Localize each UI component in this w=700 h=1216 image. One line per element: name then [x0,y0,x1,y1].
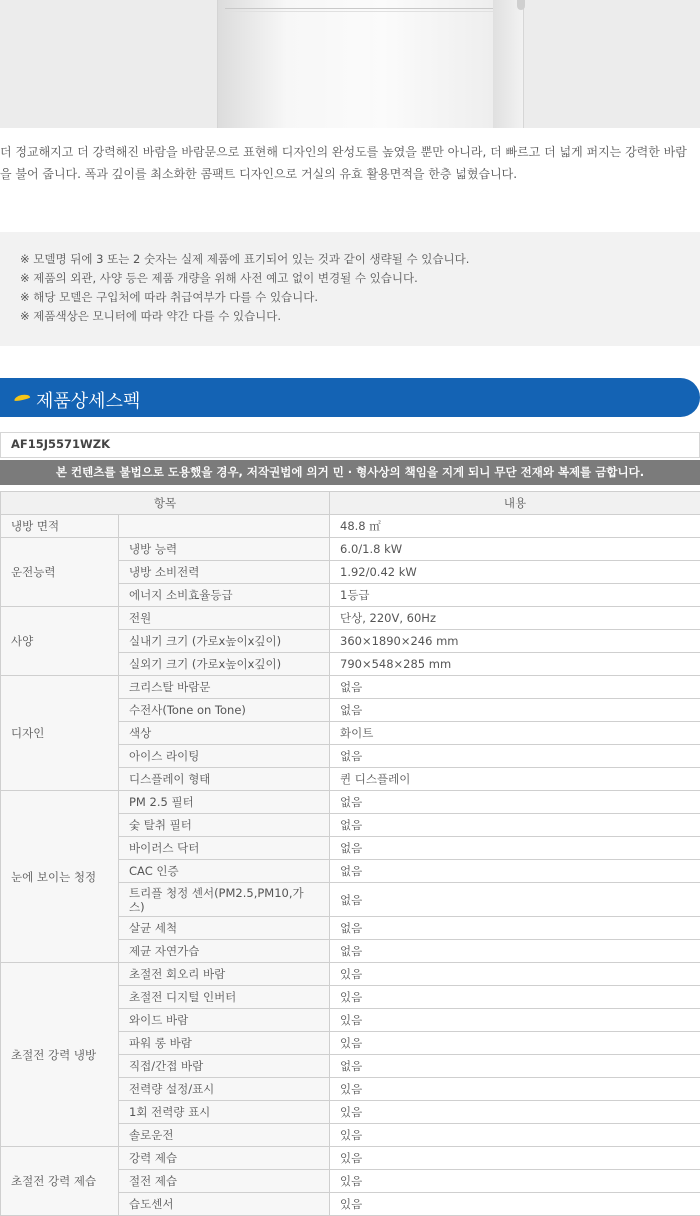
item-cell: 전원 [119,607,330,630]
table-row [1,791,700,814]
value-cell: 있음 [330,963,700,986]
item-cell: 강력 제습 [119,1147,330,1170]
value-cell: 없음 [330,676,700,699]
category-cell: 초절전 강력 냉방 [1,963,119,1147]
table-row [1,538,700,561]
air-conditioner-body [217,0,495,128]
category-cell: 사양 [1,607,119,676]
value-cell: 있음 [330,1032,700,1055]
item-cell: 크리스탈 바람문 [119,676,330,699]
notice-line: ※ 제품의 외관, 사양 등은 제품 개량을 위해 사전 예고 없이 변경될 수 있습니다. [20,270,418,286]
value-cell: 없음 [330,917,700,940]
table-row [1,607,700,630]
product-description [0,141,700,185]
item-cell: 절전 제습 [119,1170,330,1193]
value-cell: 790×548×285 mm [330,653,700,676]
value-cell: 360×1890×246 mm [330,630,700,653]
notice-box [0,232,700,346]
product-image [0,0,700,128]
value-cell: 없음 [330,837,700,860]
value-cell: 없음 [330,699,700,722]
value-cell: 없음 [330,940,700,963]
category-cell: 냉방 면적 [1,515,119,538]
item-cell: 디스플레이 형태 [119,768,330,791]
notice-line: ※ 제품색상은 모니터에 따라 약간 다를 수 있습니다. [20,308,281,324]
section-title: 제품상세스펙 [36,387,140,413]
item-cell: 냉방 소비전력 [119,561,330,584]
header-item: 항목 [1,492,330,515]
description-line-2: 을 불어 줍니다. 폭과 깊이를 최소화한 콤팩트 디자인으로 거실의 유효 활용면적을 한층 넓혔습니다. [0,163,700,185]
item-cell: 전력량 설정/표시 [119,1078,330,1101]
item-cell: 직접/간접 바람 [119,1055,330,1078]
value-cell: 있음 [330,1193,700,1216]
copyright-notice: 본 컨텐츠를 불법으로 도용했을 경우, 저작권법에 의거 민 · 형사상의 책임을 지게 되니 무단 전재와 복제를 금합니다. [0,460,700,485]
side-knob [517,0,525,10]
table-row [1,1147,700,1170]
item-cell: 아이스 라이팅 [119,745,330,768]
category-cell: 운전능력 [1,538,119,607]
item-cell: 1회 전력량 표시 [119,1101,330,1124]
item-cell: 습도센서 [119,1193,330,1216]
item-cell: 초절전 디지털 인버터 [119,986,330,1009]
item-cell: 파워 롱 바람 [119,1032,330,1055]
spec-table [0,491,700,1216]
swoosh-icon [14,393,31,401]
table-row [1,676,700,699]
item-cell: PM 2.5 필터 [119,791,330,814]
panel-seam [225,8,493,9]
category-cell: 눈에 보이는 청정 [1,791,119,963]
model-name-box [0,432,700,458]
table-row [1,515,700,538]
value-cell: 없음 [330,883,700,917]
item-cell: 냉방 능력 [119,538,330,561]
item-cell: 살균 세척 [119,917,330,940]
value-cell: 없음 [330,860,700,883]
value-cell: 퀸 디스플레이 [330,768,700,791]
item-cell: 숯 탈취 필터 [119,814,330,837]
value-cell: 1등급 [330,584,700,607]
item-cell: 와이드 바람 [119,1009,330,1032]
item-cell: 바이러스 닥터 [119,837,330,860]
item-cell: 초절전 회오리 바람 [119,963,330,986]
value-cell: 있음 [330,1124,700,1147]
item-cell: 트리플 청정 센서(PM2.5,PM10,가스) [119,883,330,917]
category-cell: 디자인 [1,676,119,791]
value-cell: 없음 [330,1055,700,1078]
value-cell: 단상, 220V, 60Hz [330,607,700,630]
item-cell: 수전사(Tone on Tone) [119,699,330,722]
panel-seam-shadow [225,11,493,12]
category-cell: 초절전 강력 제습 [1,1147,119,1216]
section-header [0,378,700,417]
model-name: AF15J5571WZK [11,437,110,451]
value-cell: 없음 [330,745,700,768]
description-line-1: 더 정교해지고 더 강력해진 바람을 바람문으로 표현해 디자인의 완성도를 높였을 뿐만 아니라, 더 빠르고 더 넓게 퍼지는 강력한 바람 [0,141,700,163]
item-cell [119,515,330,538]
value-cell: 있음 [330,1101,700,1124]
air-conditioner-side [493,0,524,128]
value-cell: 화이트 [330,722,700,745]
value-cell: 있음 [330,1170,700,1193]
item-cell: 실내기 크기 (가로x높이x깊이) [119,630,330,653]
value-cell: 1.92/0.42 kW [330,561,700,584]
item-cell: 실외기 크기 (가로x높이x깊이) [119,653,330,676]
notice-line: ※ 해당 모델은 구입처에 따라 취급여부가 다를 수 있습니다. [20,289,318,305]
table-row [1,963,700,986]
value-cell: 6.0/1.8 kW [330,538,700,561]
item-cell: 제균 자연가습 [119,940,330,963]
header-content: 내용 [330,492,700,515]
value-cell: 있음 [330,1147,700,1170]
item-cell: CAC 인증 [119,860,330,883]
value-cell: 있음 [330,1078,700,1101]
value-cell: 48.8 ㎡ [330,515,700,538]
value-cell: 없음 [330,814,700,837]
table-header-row [1,492,700,515]
notice-line: ※ 모델명 뒤에 3 또는 2 숫자는 실제 제품에 표기되어 있는 것과 같이 생략될 수 있습니다. [20,251,469,267]
item-cell: 색상 [119,722,330,745]
item-cell: 에너지 소비효율등급 [119,584,330,607]
value-cell: 없음 [330,791,700,814]
value-cell: 있음 [330,1009,700,1032]
item-cell: 솔로운전 [119,1124,330,1147]
value-cell: 있음 [330,986,700,1009]
